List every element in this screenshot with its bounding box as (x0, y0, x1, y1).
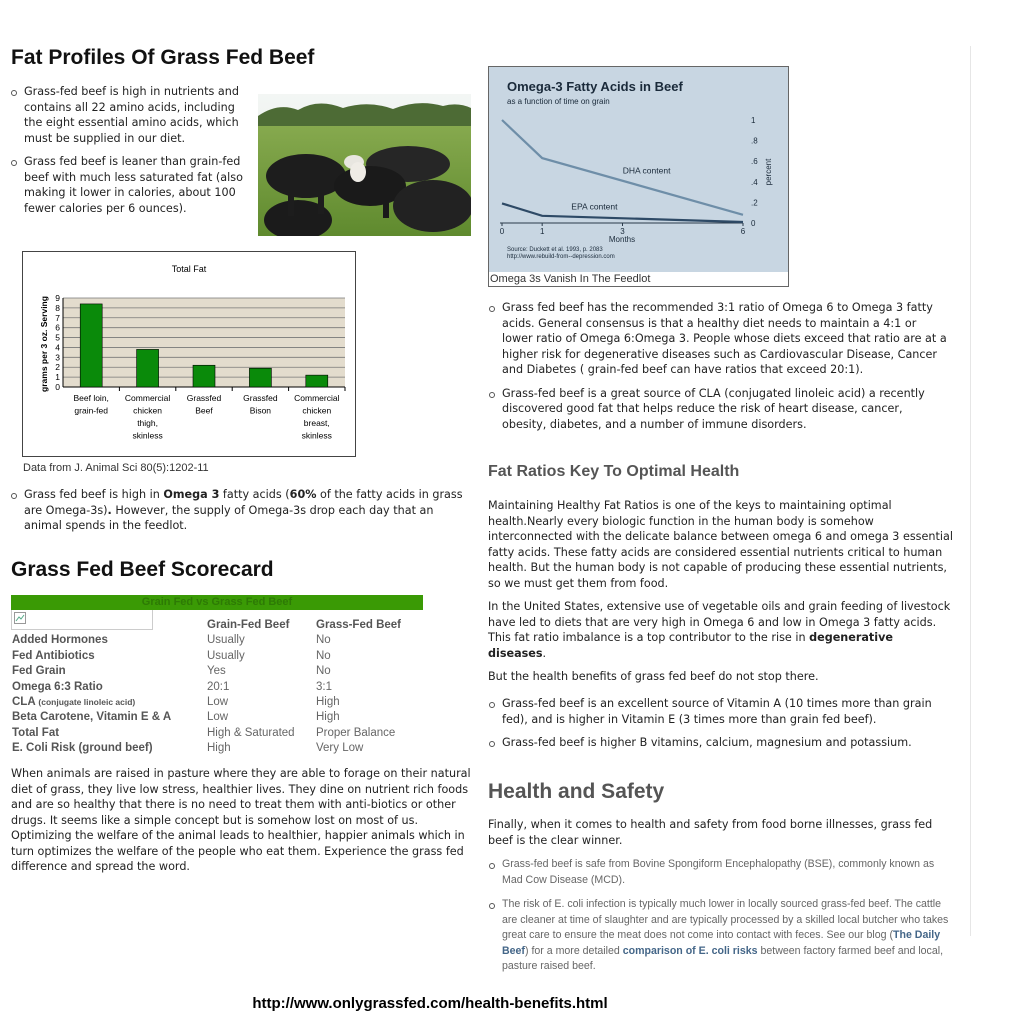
x-tick-label: skinless (301, 430, 332, 441)
y-tick-label: 4 (55, 342, 60, 353)
omega-ratio-bullets (488, 300, 950, 440)
x-tick-label: chicken (133, 405, 163, 416)
x-tick-label: 1 (539, 227, 545, 236)
vitamin-bullets (488, 696, 950, 759)
y-tick-label: 1 (55, 372, 60, 383)
y-tick-label: 9 (55, 293, 60, 303)
x-tick-label: Commercial (124, 393, 171, 403)
y-tick-label: .4 (751, 177, 758, 187)
column-divider (970, 46, 971, 936)
y-tick-label: .6 (751, 157, 758, 167)
list-item: Grass fed beef is leaner than grain-fed beef with much less saturated fat (also making it lower in calories, about 100 fewer calories per 6 ounces). (10, 154, 246, 216)
table-row: CLA (conjugate linoleic acid) Low High (12, 695, 340, 708)
chart-title: Omega-3 Fatty Acids in Beef (507, 79, 683, 94)
x-tick-label: skinless (132, 430, 163, 441)
y-tick-label: .8 (751, 136, 758, 146)
page-title: Fat Profiles Of Grass Fed Beef (11, 46, 315, 69)
list-item: The risk of E. coli infection is typically much lower in locally sourced grass-fed beef. The cattle are cleaner at time of slaughter and are typically processed by a skilled local butcher who takes great care to ensure the meat does not come into contact with feces. See our blog (The Daily Beef) for a more detailed comparison of E. coli risks between factory farmed beef and local, pasture raised beef. (488, 897, 950, 975)
total-fat-chart-frame (22, 251, 356, 457)
y-tick-label: .2 (751, 198, 758, 208)
table-row: E. Coli Risk (ground beef) High Very Low (12, 742, 364, 755)
chart-source-url: http://www.rebuild-from--depression.com (507, 254, 615, 260)
table-row: Total Fat High & Saturated Proper Balance (12, 726, 396, 739)
series-label: EPA content (571, 201, 618, 212)
bar (249, 368, 271, 387)
ratios-paragraph-2: In the United States, extensive use of vegetable oils and grain feeding of livestock have led to diets that are very high in Omega 6 and low in Omega 3 fatty acids. This fat ratio imbalance is a top contributor to the rise in degenerative diseases. (488, 600, 951, 660)
omega-bullets (10, 487, 470, 542)
ratios-paragraph-3: But the health benefits of grass fed beef do not stop there. (488, 670, 819, 683)
scorecard-header-row (11, 619, 423, 634)
ratios-paragraph-1: Maintaining Healthy Fat Ratios is one of the keys to maintaining optimal health.Nearly every biologic function in the human body is somehow interconnected with the delicate balance between omega 6 and omega 3 essential fatty acids. These fatty acids are considered essential nutrients critical to human health. But the human body is not capable of producing these essential nutrients, so we must get them from food. (488, 499, 953, 590)
x-tick-label: 6 (740, 227, 746, 236)
footer-url: http://www.onlygrassfed.com/health-benefits.html (252, 995, 608, 1012)
col-header-grass: Grass-Fed Beef (316, 619, 402, 631)
bar (137, 349, 159, 387)
x-tick-label: Grassfed (186, 393, 222, 403)
x-tick-label: Bison (249, 405, 272, 416)
safety-bullets (488, 857, 950, 984)
safety-intro: Finally, when it comes to health and safety from food borne illnesses, grass fed beef is the clear winner. (488, 818, 933, 847)
chart-source: Source: Duckett et al. 1993, p. 2083 (507, 247, 603, 253)
table-row: Fed Grain Yes No (12, 665, 331, 678)
x-tick-label: grain-fed (74, 405, 108, 416)
x-tick-label: Beef loin, (73, 393, 109, 403)
list-item: Grass-fed beef is an excellent source of Vitamin A (10 times more than grain fed), and is higher in Vitamin E (3 times more than grain fed beef). (488, 696, 950, 727)
scorecard-title: Grass Fed Beef Scorecard (11, 558, 274, 581)
total-fat-chart (23, 252, 355, 456)
list-item: Grass-fed beef is a great source of CLA (conjugated linoleic acid) a recently discovered good fat that helps reduce the risk of heart disease, cancer, obesity, diabetes, and a number of immune disorders. (488, 386, 950, 433)
list-item: Grass-fed beef is high in nutrients and contains all 22 amino acids, including the eight essential amino acids, which must be supplied in our diet. (10, 84, 246, 146)
scorecard-banner: Grain Fed vs Grass Fed Beef (11, 595, 423, 610)
y-tick-label: 2 (55, 362, 60, 373)
omega-chart-caption: Omega 3s Vanish In The Feedlot (490, 273, 651, 285)
x-tick-label: Commercial (294, 393, 340, 403)
x-tick-label: 0 (499, 227, 505, 236)
table-row: Fed Antibiotics Usually No (12, 649, 331, 662)
x-tick-label: 3 (620, 227, 625, 236)
chart-subtitle: as a function of time on grain (507, 97, 610, 106)
x-tick-label: chicken (302, 405, 332, 416)
table-row: Omega 6:3 Ratio 20:1 3:1 (12, 680, 332, 693)
x-tick-label: thigh, (137, 418, 158, 428)
intro-bullets (10, 84, 246, 224)
y-axis-label: percent (764, 158, 773, 186)
list-item: Grass fed beef has the recommended 3:1 ratio of Omega 6 to Omega 3 fatty acids. General consensus is that a healthy diet needs to maintain a 4:1 or lower ratio of Omega 6:Omega 3. People whose diets exceed that ratio are at a higher risk for degenerative diseases such as Cardiovascular Disease, Cancer and Diabetes ( grain-fed beef can have ratios that exceed 20:1). (488, 300, 950, 378)
ratios-heading: Fat Ratios Key To Optimal Health (488, 463, 740, 480)
y-tick-label: 0 (55, 382, 60, 392)
y-tick-label: 6 (55, 322, 60, 333)
y-tick-label: 3 (55, 352, 60, 363)
table-row: Added Hormones Usually No (12, 634, 331, 647)
y-tick-label: 8 (55, 302, 60, 313)
y-tick-label: 1 (751, 116, 756, 125)
x-axis-label: Months (608, 235, 636, 244)
pasture-paragraph: When animals are raised in pasture where they are able to forage on their natural diet of grass, they live low stress, healthier lives. They dine on nutrient rich foods and are so healthy that there is no need to treat them with anti-biotics or other drugs. It seems like a simple concept but is somehow lost on most of us. Optimizing the welfare of the animal leads to healthier, happier animals which in turn optimizes the welfare of the people who eat them. Experience the grass fed difference and spread the word. (11, 767, 471, 873)
ecoli-comparison-link[interactable]: comparison of E. coli risks (622, 944, 758, 957)
table-row: Beta Carotene, Vitamin E & A Low High (12, 711, 340, 724)
bar (306, 375, 328, 387)
y-axis-label: grams per 3 oz. Serving (39, 296, 49, 392)
y-tick-label: 0 (751, 219, 756, 228)
series-label: DHA content (622, 165, 671, 176)
safety-heading: Health and Safety (488, 780, 665, 803)
omega-chart-frame (488, 66, 789, 287)
list-item: Grass-fed beef is higher B vitamins, calcium, magnesium and potassium. (488, 735, 950, 751)
scorecard-table (11, 619, 423, 758)
bar (80, 304, 102, 387)
y-tick-label: 5 (55, 332, 60, 343)
x-tick-label: Beef (195, 405, 213, 416)
omega-3-chart (489, 67, 788, 272)
daily-beef-link[interactable]: The Daily Beef (502, 929, 941, 957)
chart-title: Total Fat (171, 264, 207, 274)
x-tick-label: breast, (303, 418, 330, 428)
y-tick-label: 7 (55, 312, 60, 323)
list-item: Grass-fed beef is safe from Bovine Spongiform Encephalopathy (BSE), commonly known as Mad Cow Disease (MCD). (488, 857, 950, 888)
list-item: Grass fed beef is high in Omega 3 fatty acids (60% of the fatty acids in grass are Omega-3s). However, the supply of Omega-3s drop each day that an animal spends in the feedlot. (10, 487, 470, 534)
col-header-grain: Grain-Fed Beef (207, 619, 290, 631)
bar (193, 365, 215, 387)
x-tick-label: Grassfed (243, 393, 278, 403)
chart-source-note: Data from J. Animal Sci 80(5):1202-11 (23, 462, 209, 474)
cow-pasture-photo (258, 94, 471, 236)
